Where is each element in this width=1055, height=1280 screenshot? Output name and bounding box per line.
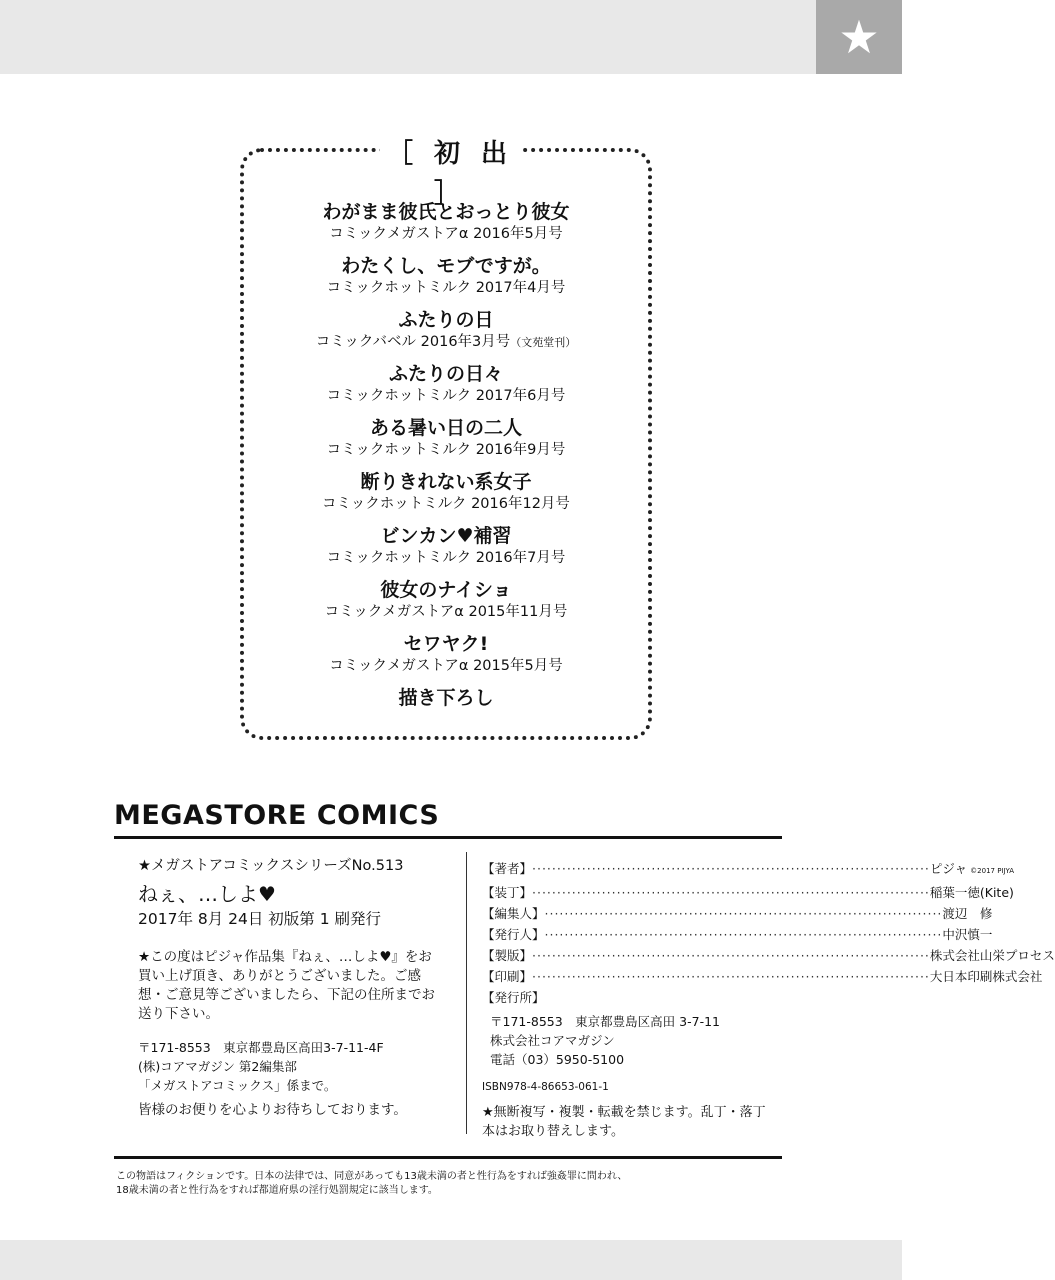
publication-entry [240, 632, 652, 676]
entry-source [240, 657, 652, 676]
publisher-label-row [482, 987, 770, 1008]
thanks-message: ★この度はピジャ作品集『ねぇ、…しよ♥』をお買い上げ頂き、ありがとうございました。ご感想・ご意見等ございましたら、下記の住所までお送り下さい。 [138, 949, 435, 1022]
entry-source [240, 333, 652, 352]
publication-entry [240, 578, 652, 622]
credit-name-text: 大日本印刷株式会社 [929, 969, 1043, 984]
credit-name-text: 中沢慎一 [942, 927, 993, 942]
copyright-mark: ©2017 PIJYA [970, 867, 1015, 875]
entry-source [240, 225, 652, 244]
publication-entry [240, 254, 652, 298]
credit-row [482, 945, 1055, 966]
publisher-line: 〒171-8553 東京都豊島区高田 3-7-11 [490, 1014, 720, 1029]
colophon-right [482, 858, 1055, 1141]
credit-role: 【発行人】 [482, 927, 545, 942]
address-line: (株)コアマガジン 第2編集部 [138, 1059, 297, 1074]
publication-entry [240, 470, 652, 514]
entry-title: ふたりの日 [398, 309, 494, 331]
legal-line: この物語はフィクションです。日本の法律では、同意があっても13歳未満の者と性行為をすれば強姦罪に問われ、 [116, 1171, 628, 1182]
credit-row [482, 924, 993, 945]
leader-dots: ················································································ [532, 948, 930, 963]
publication-date: 2017年 8月 24日 初版第 1 刷発行 [138, 910, 382, 928]
legal-footer [116, 1170, 756, 1198]
entry-title: 描き下ろし [398, 687, 494, 709]
entry-title: 彼女のナイショ [380, 579, 512, 601]
address-line: 〒171-8553 東京都豊島区高田3-7-11-4F [138, 1040, 384, 1055]
leader-dots: ················································································ [532, 861, 930, 876]
credit-name [930, 945, 1055, 966]
credit-role: 【編集人】 [482, 906, 545, 921]
entry-title: セワヤク! [403, 633, 489, 655]
entry-source-text: コミックホットミルク 2016年7月号 [326, 550, 566, 566]
entry-source [240, 603, 652, 622]
credit-name-text: 稲葉一徳(Kite) [929, 885, 1014, 900]
entry-source-text: コミックホットミルク 2017年6月号 [326, 388, 566, 404]
first-publication-list [240, 200, 652, 721]
leader-dots: ················································································ [532, 885, 930, 900]
entry-source-text: コミックホットミルク 2016年12月号 [322, 496, 570, 512]
star-icon: ★ [838, 10, 880, 64]
credit-row [482, 882, 1014, 903]
entry-source-text: コミックメガストアα 2016年5月号 [329, 226, 563, 242]
publication-entry [240, 524, 652, 568]
leader-dots: ················································································ [544, 906, 943, 921]
credit-name-text: ピジャ [929, 861, 968, 876]
entry-source-text: コミックホットミルク 2017年4月号 [326, 280, 566, 296]
entry-source [240, 387, 652, 406]
top-band [0, 0, 902, 74]
divider-top [114, 836, 782, 839]
series-number: ★メガストアコミックスシリーズNo.513 [138, 858, 404, 874]
credit-role: 【著者】 [482, 861, 533, 876]
divider-bottom [114, 1156, 782, 1159]
entry-source-text: コミックメガストアα 2015年5月号 [329, 658, 563, 674]
leader-dots: ················································································ [544, 927, 943, 942]
credit-row [482, 858, 1015, 882]
credit-row [482, 903, 993, 924]
bottom-band [0, 1240, 902, 1280]
publication-entry [240, 200, 652, 244]
brand-logo: MEGASTORE COMICS [114, 800, 440, 831]
publisher-line: 電話（03）5950-5100 [490, 1052, 625, 1067]
entry-source [240, 441, 652, 460]
legal-line: 18歳未満の者と性行為をすれば都道府県の淫行処罰規定に該当します。 [116, 1185, 438, 1196]
entry-note: （文苑堂刊） [510, 336, 577, 349]
publication-entry [240, 686, 652, 711]
credits-list [482, 858, 1055, 987]
credit-name [930, 966, 1043, 987]
entry-title: ふたりの日々 [388, 363, 503, 385]
credit-role: 【装丁】 [482, 885, 533, 900]
publication-entry [240, 416, 652, 460]
entry-title: ある暑い日の二人 [369, 417, 522, 439]
credit-name [942, 903, 992, 924]
first-publication-heading: ［ 初 出 ］ [380, 134, 520, 174]
colophon-left [138, 856, 438, 1120]
book-title: ねぇ、…しよ♥ [138, 882, 276, 906]
publisher-line: 株式会社コアマガジン [490, 1033, 615, 1048]
credit-name-text: 渡辺 修 [942, 906, 993, 921]
leader-dots: ················································································ [532, 969, 930, 984]
entry-source-text: コミックホットミルク 2016年9月号 [326, 442, 566, 458]
isbn: ISBN978-4-86653-061-1 [482, 1081, 609, 1093]
entry-source [240, 279, 652, 298]
credit-name [930, 858, 1014, 882]
entry-title: ビンカン♥補習 [380, 525, 512, 547]
credit-role: 【製版】 [482, 948, 533, 963]
credit-name [942, 924, 992, 945]
publisher-block [490, 1012, 770, 1069]
entry-source [240, 495, 652, 514]
mail-address [138, 1038, 438, 1095]
closing-message: 皆様のお便りを心よりお待ちしております。 [138, 1102, 407, 1118]
credit-role: 【発行所】 [482, 990, 545, 1005]
rights-notice: ★無断複写・複製・転載を禁じます。乱丁・落丁本はお取り替えします。 [482, 1105, 766, 1139]
address-line: 「メガストアコミックス」係まで。 [138, 1078, 337, 1093]
entry-source-text: コミックバベル 2016年3月号 [315, 334, 511, 350]
credit-row [482, 966, 1043, 987]
entry-title: 断りきれない系女子 [360, 471, 532, 493]
entry-source-text: コミックメガストアα 2015年11月号 [324, 604, 568, 620]
credit-name-text: 株式会社山栄プロセス [929, 948, 1055, 963]
publication-entry [240, 308, 652, 352]
divider-vertical [466, 852, 467, 1134]
credit-role: 【印刷】 [482, 969, 533, 984]
entry-source [240, 549, 652, 568]
publication-entry [240, 362, 652, 406]
entry-title: わがまま彼氏とおっとり彼女 [322, 201, 570, 223]
credit-name [930, 882, 1014, 903]
entry-title: わたくし、モブですが。 [341, 255, 551, 277]
corner-tab [816, 0, 902, 74]
